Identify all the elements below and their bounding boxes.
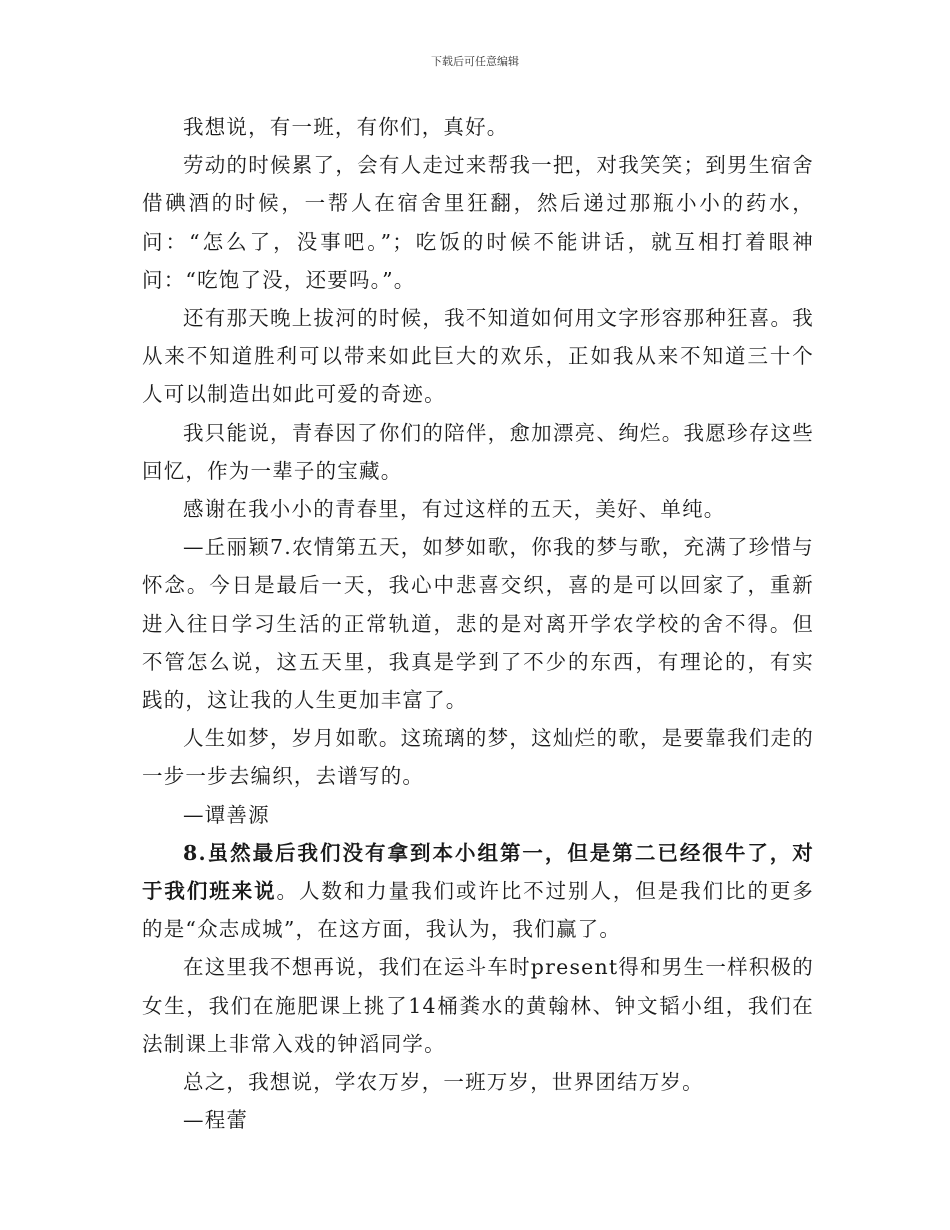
paragraph: 在这里我不想再说，我们在运斗车时present得和男生一样积极的女生，我们在施肥课上挑了14桶粪水的黄翰林、钟文韬小组，我们在法制课上非常入戏的钟滔同学。 [142,955,814,1056]
signature-line: —程蕾 [183,1108,249,1133]
paragraph: 总之，我想说，学农万岁，一班万岁，世界团结万岁。 [183,1070,704,1095]
signature-line: —谭善源 [183,802,270,827]
paragraph: 我想说，有一班，有你们，真好。 [183,115,509,139]
bold-lead-text: 8.虽然最后我们没有拿到本小组第一，但是第二已经很牛了，对于我们班来说 [142,840,814,904]
paragraph [142,834,814,949]
page-header: 下载后可任意编辑 [431,55,519,68]
document-body [142,108,814,1139]
paragraph: 还有那天晚上拔河的时候，我不知道如何用文字形容那种狂喜。我从来不知道胜利可以带来如此巨大的欢乐，正如我从来不知道三十个人可以制造出如此可爱的奇迹。 [142,306,814,407]
paragraph: 感谢在我小小的青春里，有过这样的五天，美好、单纯。 [183,497,726,522]
paragraph: 劳动的时候累了，会有人走过来帮我一把，对我笑笑；到男生宿舍借碘酒的时候，一帮人在宿舍里狂翻，然后递过那瓶小小的药水，问：“怎么了，没事吧。”；吃饭的时候不能讲话，就互相打着眼神问：“吃饱了没，还要吗。”。 [142,153,814,292]
paragraph: 我只能说，青春因了你们的陪伴，愈加漂亮、绚烂。我愿珍存这些回忆，作为一辈子的宝藏。 [142,420,814,483]
paragraph: 人生如梦，岁月如歌。这琉璃的梦，这灿烂的歌，是要靠我们走的一步一步去编织，去谱写的。 [142,726,814,789]
paragraph: —丘丽颖7.农情第五天，如梦如歌，你我的梦与歌，充满了珍惜与怀念。今日是最后一天，我心中悲喜交织，喜的是可以回家了，重新进入往日学习生活的正常轨道，悲的是对离开学农学校的舍不得。但不管怎么说，这五天里，我真是学到了不少的东西，有理论的，有实践的，这让我的人生更加丰富了。 [142,535,814,713]
paragraph-text: 。人数和力量我们或许比不过别人，但是我们比的更多的是“众志成城”，在这方面，我认为，我们赢了。 [142,879,814,942]
